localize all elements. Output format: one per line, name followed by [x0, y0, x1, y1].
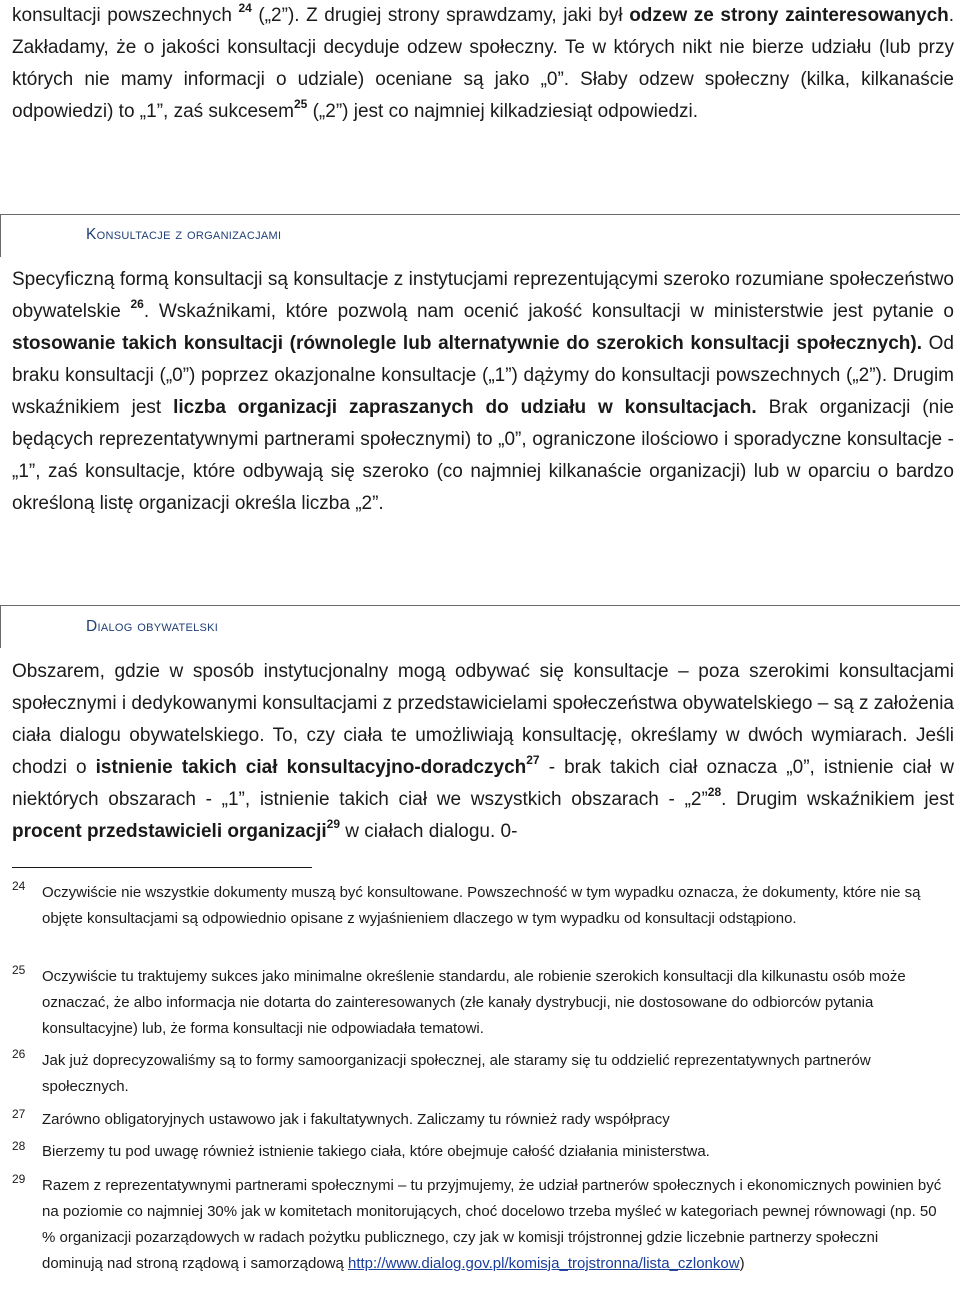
bold-phrase: liczba organizacji zapraszanych do udziału w konsultacjach. — [173, 397, 757, 418]
footnote-ref-25[interactable]: 25 — [293, 97, 308, 111]
footnote-27: Zarówno obligatoryjnych ustawowo jak i fakultatywnych. Zaliczamy tu również rady współpracy — [42, 1111, 670, 1128]
dialog-gov-link[interactable]: http://www.dialog.gov.pl/komisja_trojstronna/lista_czlonkow — [348, 1255, 740, 1272]
bold-phrase: stosowanie takich konsultacji (równolegle lub alternatywnie do szerokich konsultacji społecznych). — [12, 333, 922, 354]
section-title-civil-dialogue: Dialog obywatelski — [86, 618, 219, 635]
text-run: konsultacji powszechnych — [12, 5, 239, 26]
footnote-number: 29 — [12, 1172, 26, 1186]
intro-paragraph — [12, 0, 954, 128]
bold-phrase: odzew ze strony zainteresowanych — [629, 5, 949, 26]
footnote-separator — [12, 867, 312, 868]
section1-paragraph — [12, 264, 954, 520]
footnote-28: Bierzemy tu pod uwagę również istnienie takiego ciała, które obejmuje całość działania ministerstwa. — [42, 1143, 710, 1160]
footnote-number: 25 — [12, 963, 26, 977]
text-run: . Zakładamy, że o jakości konsultacji decyduje odzew społeczny. Te w których nikt nie bierze udziału (lub przy których nie mamy informacji o udziale) oceniane są jako „0”. Słaby odzew społeczny (kilka, kilkanaście odpowiedzi) to „1”, zaś sukcesem — [12, 5, 955, 122]
footnote-ref-29[interactable]: 29 — [326, 817, 341, 831]
footnote-26: Jak już doprecyzowaliśmy są to formy samoorganizacji społecznej, ale staramy się tu oddzielić reprezentatywnych partnerów społecznych. — [42, 1052, 871, 1095]
footnote-ref-28[interactable]: 28 — [707, 785, 722, 799]
text-run: Obszarem, gdzie w sposób instytucjonalny mogą odbywać się konsultacje – poza szerokimi konsultacjami społecznymi i dedykowanymi konsultacjami z przedstawicielami społeczeństwa obywatelskiego – są z założenia ciała dialogu obywatelskiego. To, czy ciała te umożliwiają konsultację, określamy w dwóch wymiarach. Jeśli chodzi o — [12, 661, 954, 778]
text-run: Specyficzną formą konsultacji są konsultacje z instytucjami reprezentującymi szeroko rozumiane społeczeństwo obywatelskie — [12, 269, 954, 322]
heading-divider — [0, 606, 1, 648]
text-run: . Wskaźnikami, które pozwolą nam ocenić jakość konsultacji w ministerstwie jest pytanie o — [143, 301, 955, 322]
footnote-ref-27[interactable]: 27 — [526, 753, 540, 767]
footnote-number: 26 — [12, 1047, 26, 1061]
footnote-number: 28 — [12, 1139, 26, 1153]
text-run: („2”). Z drugiej strony sprawdzamy, jaki był — [251, 5, 630, 26]
footnote-29 — [42, 1173, 942, 1277]
text-run: Od braku konsultacji („0”) poprzez okazjonalne konsultacje („1”) dążymy do konsultacji powszechnych („2”). Drugim wskaźnikiem jest — [12, 333, 955, 418]
footnote-text: Razem z reprezentatywnymi partnerami społecznymi – tu przyjmujemy, że udział partnerów społecznych i ekonomicznych powinien być na poziomie co najmniej 30% jak w komitetach monitorujących, choć docelowo trzeba myśleć w kategoriach pewnej równowagi (np. 50 % organizacji pozarządowych w radach pożytku publicznego, czy jak w komisji trójstronnej gdzie liczebnie partnerzy społeczni dominują nad stroną rządową i samorządową — [42, 1177, 942, 1272]
text-run: - brak takich ciał oznacza „0”, istnienie ciał w niektórych obszarach - „1”, istnienie takich ciał we wszystkich obszarach - „2” — [12, 757, 954, 810]
heading-divider — [0, 215, 1, 257]
footnote-number: 27 — [12, 1107, 26, 1121]
footnote-24: Oczywiście nie wszystkie dokumenty muszą być konsultowane. Powszechność w tym wypadku oznacza, że dokumenty, które nie są objęte konsultacjami są odpowiednio opisane z wyjaśnieniem dlaczego w tym wypadku od konsultacji odstąpiono. — [42, 884, 921, 927]
bold-phrase: procent przedstawicieli organizacji — [12, 821, 327, 842]
text-run: w ciałach dialogu. 0- — [340, 821, 518, 842]
footnote-number: 24 — [12, 879, 26, 893]
section-title-consultations: Konsultacje z organizacjami — [86, 226, 282, 243]
bold-phrase: istnienie takich ciał konsultacyjno-doradczych — [95, 757, 527, 778]
text-run: („2”) jest co najmniej kilkadziesiąt odpowiedzi. — [307, 101, 699, 122]
text-run: . Drugim wskaźnikiem jest — [721, 789, 954, 810]
footnote-tail: ) — [739, 1255, 745, 1272]
footnote-ref-26[interactable]: 26 — [130, 297, 144, 311]
footnote-ref-24[interactable]: 24 — [238, 1, 252, 15]
footnote-25: Oczywiście tu traktujemy sukces jako minimalne określenie standardu, ale robienie szerokich konsultacji dla kilkunastu osób może oznaczać, że albo informacja nie dotarta do zainteresowanych (złe kanały dystrybucji, nie dostosowane do odbiorców pytania konsultacyjne) lub, że forma konsultacji nie odpowiadała tematowi. — [42, 968, 906, 1037]
text-run: Brak organizacji (nie będących reprezentatywnymi partnerami społecznymi) to „0”, ograniczone ilościowo i sporadyczne konsultacje - „1”, zaś konsultacje, które odbywają się szeroko (co najmniej kilkanaście organizacji) lub w oparciu o bardzo określoną listę organizacji określa liczba „2”. — [12, 397, 954, 514]
section2-paragraph — [12, 656, 954, 848]
